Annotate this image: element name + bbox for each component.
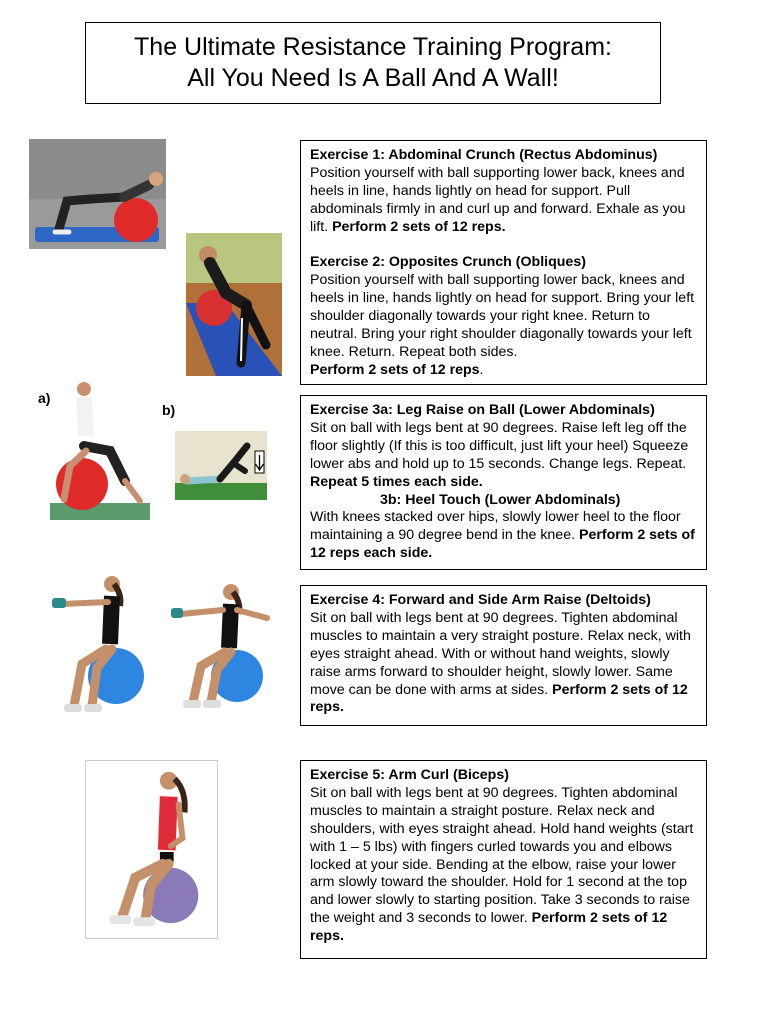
exercise-2-heading: Exercise 2: Opposites Crunch (Obliques) xyxy=(310,254,586,271)
exercise-box-1-2 xyxy=(300,140,707,385)
photo-opposites-crunch xyxy=(186,233,282,376)
label-a: a) xyxy=(38,390,51,406)
label-b: b) xyxy=(162,402,176,418)
title-line-1: The Ultimate Resistance Training Program: xyxy=(134,33,612,61)
exercise-3a-heading: Exercise 3a: Leg Raise on Ball (Lower Abdominals) xyxy=(310,402,655,418)
exercise-2-paragraph xyxy=(310,254,697,379)
exercise-1-reps: Perform 2 sets of 12 reps. xyxy=(332,218,506,235)
photo-forward-arm-raise xyxy=(42,564,158,730)
exercise-3b-heading: 3b: Heel Touch (Lower Abdominals) xyxy=(380,491,621,508)
exercise-2-reps-tail: . xyxy=(479,361,484,378)
photo-arm-curl xyxy=(85,760,218,939)
exercise-1-paragraph xyxy=(310,147,697,237)
photo-leg-raise xyxy=(50,381,150,520)
exercise-4-heading: Exercise 4: Forward and Side Arm Raise (Deltoids) xyxy=(310,592,651,608)
exercise-4-text: Sit on ball with legs bent at 90 degrees. Tighten abdominal muscles to maintain a very straight posture. Relax neck, with eyes straight ahead. With or without hand weights, slowly raise arms forward to shoulder height, slowly lower. Same move can be done with arms at sides. xyxy=(310,609,691,698)
exercise-box-3 xyxy=(300,395,707,570)
exercise-5-heading: Exercise 5: Arm Curl (Biceps) xyxy=(310,767,509,783)
exercise-3a-paragraph xyxy=(310,402,697,492)
exercise-3a-reps: Repeat 5 times each side. xyxy=(310,473,483,490)
title-box xyxy=(85,22,661,104)
photo-heel-touch xyxy=(175,431,267,500)
exercise-4-reps: Perform 2 sets of 12 reps. xyxy=(310,681,688,716)
exercise-3b-reps: Perform 2 sets of 12 reps each side. xyxy=(310,527,695,562)
exercise-1-heading: Exercise 1: Abdominal Crunch (Rectus Abdominus) xyxy=(310,147,658,163)
photo-abdominal-crunch xyxy=(29,139,166,249)
exercise-box-4 xyxy=(300,585,707,726)
exercise-1-text: Position yourself with ball supporting lower back, knees and heels in line, hands lightly on head for support. Pull abdominals firmly in and curl up and forward. Exhale as you lift. xyxy=(310,164,686,235)
exercise-box-5 xyxy=(300,760,707,959)
exercise-3a-text: Sit on ball with legs bent at 90 degrees. Raise left leg off the floor slightly (If this is too difficult, just lift your heel) Squeeze lower abs and hold up to 15 seconds. Change legs. Repeat. xyxy=(310,419,689,472)
exercise-5-paragraph xyxy=(310,767,697,946)
exercise-3b-text: With knees stacked over hips, slowly lower heel to the floor maintaining a 90 degree bend in the knee. xyxy=(310,509,681,544)
title-line-2: All You Need Is A Ball And A Wall! xyxy=(187,64,559,92)
photo-side-arm-raise xyxy=(163,574,275,724)
exercise-2-text: Position yourself with ball supporting lower back, knees and heels in line, hands lightly on head for support. Bring your left shoulder diagonally towards your right knee. Return to neutral. Bring your right shoulder diagonally towards your left knee. Return. Repeat both sides. xyxy=(310,272,695,360)
exercise-2-reps: Perform 2 sets of 12 reps xyxy=(310,361,480,378)
exercise-3b-paragraph xyxy=(310,492,697,564)
exercise-5-reps: Perform 2 sets of 12 reps. xyxy=(310,910,668,945)
exercise-4-paragraph xyxy=(310,592,697,717)
exercise-5-text: Sit on ball with legs bent at 90 degrees. Tighten abdominal muscles to maintain a straight posture. Relax neck and shoulders, with eyes straight ahead. Hold hand weights (start with 1 – 5 lbs) with fingers curled towards you and elbows locked at your side. Bending at the elbow, raise your lower arm slowly toward the shoulder. Hold for 1 second at the top and lower slowly to starting position. Take 3 seconds to raise the weight and 3 seconds to lower. xyxy=(310,784,694,927)
